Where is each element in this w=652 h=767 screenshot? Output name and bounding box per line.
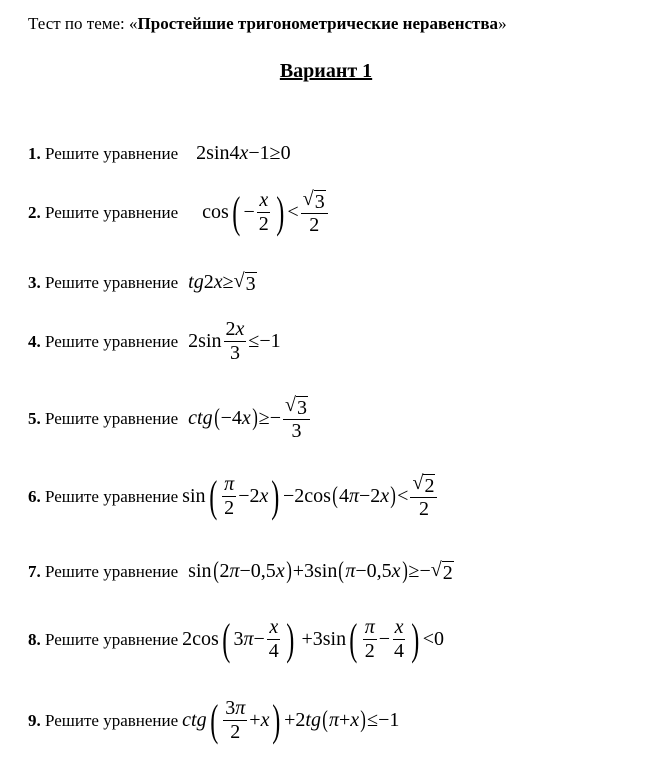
task-number: 2. [28,202,41,222]
variant-title: Вариант 1 [279,60,373,82]
task-label: Решите уравнение [45,561,179,581]
task-label: Решите уравнение [45,143,179,163]
task-2-formula: cos ( − $\frac{x}{2}$ ) < √ 3 2 [202,188,330,237]
task-2 [28,188,330,237]
task-1-formula: 2sin4 x −1≥0 [196,142,291,164]
task-7-formula: sin ( 2 π −0,5 x ) +3sin ( π −0,5 x ) ≥− √ 2 [188,558,453,584]
task-6 [28,472,439,521]
task-label: Решите уравнение [45,272,179,292]
task-5 [28,394,312,443]
test-header [28,14,507,34]
task-4 [28,318,281,365]
task-4-formula: 2sin $\frac{2x}{3}$ ≤−1 [188,318,281,364]
task-label: Решите уравнение [45,202,179,222]
header-topic: Простейшие тригонометрические неравенства [137,14,499,33]
task-5-formula: ctg ( −4 x ) ≥− √ 3 3 [188,394,312,443]
task-8 [28,616,444,663]
task-number: 5. [28,408,41,428]
task-number: 4. [28,331,41,351]
task-number: 6. [28,486,41,506]
task-3-formula: tg 2 x ≥ √ 3 [188,270,256,295]
task-label: Решите уравнение [45,331,179,351]
header-prefix: Тест по теме: « [28,14,138,33]
task-label: Решите уравнение [45,629,179,649]
header-suffix: » [498,14,507,33]
task-7 [28,558,454,585]
task-8-formula: 2cos ( 3 π − $\frac{x}{4}$ ) +3sin ( $\frac{\pi}{2}$ − $\frac{x}{4}$ ) <0 [182,614,444,664]
task-9-formula: ctg ( $\frac{3\pi}{2}$ + x ) +2 tg ( π + x ) ≤−1 [182,695,400,745]
task-number: 3. [28,272,41,292]
task-label: Решите уравнение [45,408,179,428]
task-label: Решите уравнение [45,486,179,506]
task-3 [28,270,257,295]
task-label: Решите уравнение [45,710,179,730]
task-6-formula: sin ( $\frac{\pi}{2}$ −2 x ) −2cos ( 4 π −2 x ) < √ 2 2 [182,472,439,521]
task-number: 1. [28,143,41,163]
task-number: 7. [28,561,41,581]
task-number: 8. [28,629,41,649]
task-9 [28,697,399,744]
task-1 [28,142,291,165]
task-number: 9. [28,710,41,730]
